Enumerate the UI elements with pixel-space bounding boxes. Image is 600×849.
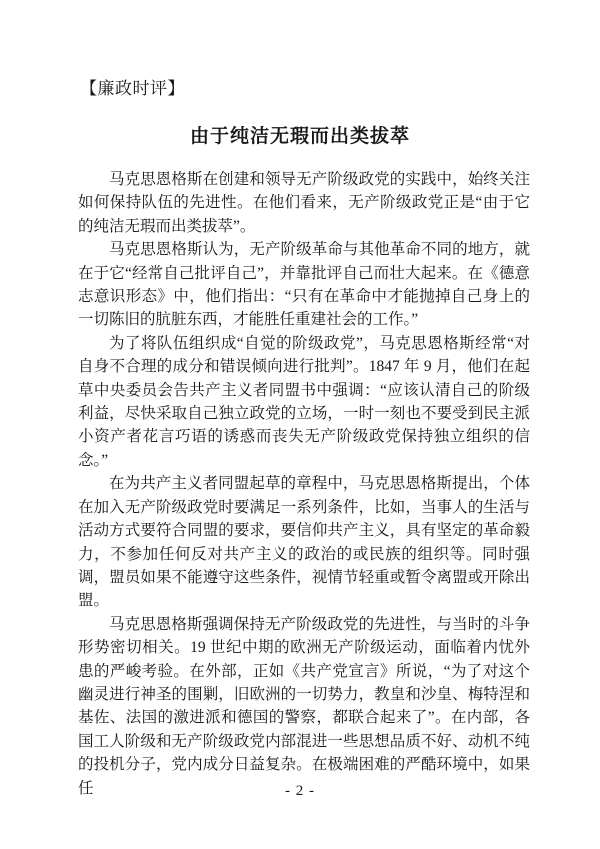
paragraph: 马克思恩格斯在创建和领导无产阶级政党的实践中，始终关注如何保持队伍的先进性。在他们看来，无产阶级政党正是“由于它的纯洁无瑕而出类拔萃”。 bbox=[78, 171, 530, 235]
page-number: - 2 - bbox=[285, 783, 315, 799]
paragraph: 为了将队伍组织成“自觉的阶级政党”，马克思恩格斯经常“对自身不合理的成分和错误倾向进行批判”。1847 年 9 月，他们在起草中央委员会告共产主义者同盟书中强调：“应该认清自己的阶级利益，尽快采取自己独立政党的立场，一时一刻也不要受到民主派小资产者花言巧语的诱惑而丧失无产阶级政党保持独立组织的信念。” bbox=[78, 334, 530, 469]
paragraph: 马克思恩格斯强调保持无产阶级政党的先进性，与当时的斗争形势密切相关。19 世纪中期的欧洲无产阶级运动，面临着内忧外患的严峻考验。在外部，正如《共产党宣言》所说，“为了对这个幽灵进行神圣的围剿，旧欧洲的一切势力，教皇和沙皇、梅特涅和基佐、法国的激进派和德国的警察，都联合起来了”。在内部，各国工人阶级和无产阶级政党内部混进一些思想品质不好、动机不纯的投机分子，党内成分日益复杂。在极端困难的严酷环境中，如果任 bbox=[78, 615, 530, 797]
paragraph: 在为共产主义者同盟起草的章程中，马克思恩格斯提出，个体在加入无产阶级政党时要满足一系列条件，比如，当事人的生活与活动方式要符合同盟的要求，要信仰共产主义，具有坚定的革命毅力，不参加任何反对共产主义的政治的或民族的组织等。同时强调，盟员如果不能遵守这些条件，视情节轻重或暂令离盟或开除出盟。 bbox=[78, 475, 530, 610]
document-body bbox=[78, 168, 530, 800]
paragraph: 马克思恩格斯认为，无产阶级革命与其他革命不同的地方，就在于它“经常自己批评自己”，并靠批评自己而壮大起来。在《德意志意识形态》中，他们指出：“只有在革命中才能抛掉自己身上的一切陈旧的肮脏东西，才能胜任重建社会的工作。” bbox=[78, 241, 530, 329]
document-title: 由于纯洁无瑕而出类拔萃 bbox=[189, 126, 410, 147]
section-tag: 【廉政时评】 bbox=[80, 79, 185, 98]
